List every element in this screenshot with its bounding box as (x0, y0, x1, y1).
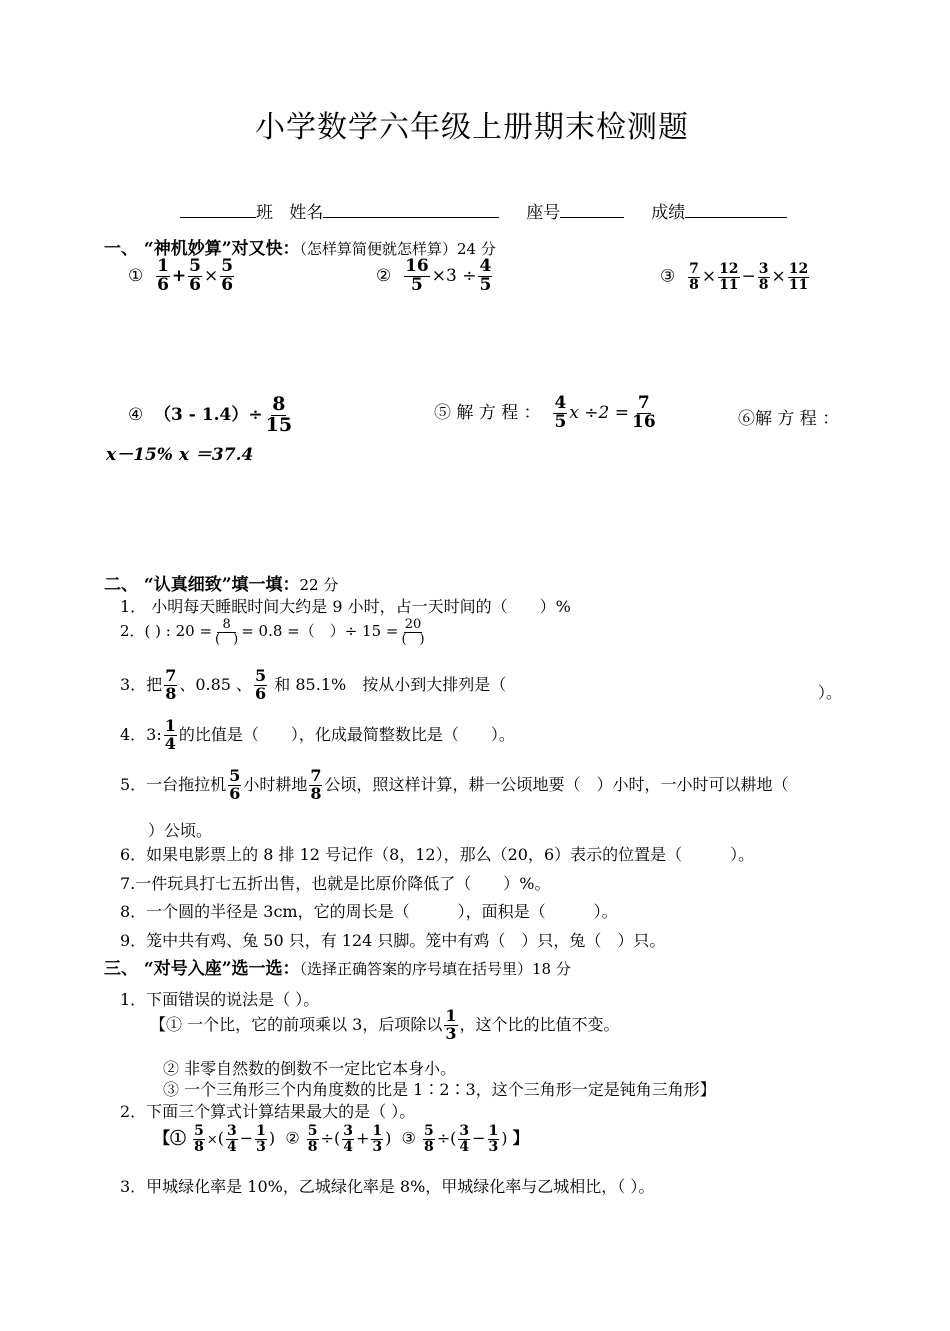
s2-q6: 6．如果电影票上的 8 排 12 号记作（8，12），那么（20，6）表示的位置是（ ）。 (120, 845, 755, 864)
s3-q3: 3．甲城绿化率是 10%，乙城绿化率是 8%，甲城绿化率与乙城相比，（ ）。 (120, 1177, 655, 1196)
section2-heading: 二、 “认真细致”填一填：22 分 (104, 575, 339, 595)
s2-q3: 3．把 $\frac{7}{8}$ 、0.85 、 $\frac{5}{6}$ 和 85.1% 按从小到大排列是（ (120, 666, 507, 703)
s3-q1-opt3: ③ 一个三角形三个内角度数的比是 1∶2∶3，这个三角形一定是钝角三角形】 (163, 1080, 716, 1099)
problem-1: ① $\frac{1}{6}$ + $\frac{5}{6}$ × $\frac{5}{6}$ (128, 256, 234, 295)
problem-2: ② $\frac{16}{5}$ ×3 ÷ $\frac{4}{5}$ (376, 256, 492, 295)
s2-q1: 1． 小明每天睡眠时间大约是 9 小时，占一天时间的（ ）% (120, 597, 571, 616)
name-label: 姓名 (289, 203, 324, 223)
class-label: 班 (256, 203, 273, 223)
section1-heading: 一、 “神机妙算”对又快：（怎样算简便就怎样算）24 分 (104, 239, 496, 259)
s3-q2: 2．下面三个算式计算结果最大的是（ ）。 (120, 1102, 416, 1121)
seat-label: 座号 (526, 203, 561, 223)
problem-5: ⑤ 解 方 程 ： $\frac{4}{5}$ x ÷2 = $\frac{7}{16}$ (434, 393, 656, 432)
s3-q1: 1．下面错误的说法是（ ）。 (120, 990, 320, 1009)
s2-q3-end: ）。 (818, 683, 843, 702)
page-title: 小学数学六年级上册期末检测题 (255, 110, 689, 145)
s2-q7: 7.一件玩具打七五折出售，也就是比原价降低了（ ）%。 (120, 874, 551, 893)
s3-q2-options: 【① $\frac{5}{8}$ ×( $\frac{3}{4}$ − $\frac{1}{3}$ ) ② $\frac{5}{8}$ ÷( $\frac{3}{4}$ + $\frac{1}{3}$ ) ③ $\frac{5}{8}$ ÷( $\frac{3}{4}$ − $\frac{1}{3}$ ) 】 (154, 1123, 529, 1155)
score-label: 成绩 (651, 203, 686, 223)
s3-q1-opt2: ② 非零自然数的倒数不一定比它本身小。 (163, 1059, 457, 1078)
s2-q2: 2．( ) : 20 = $\frac{8}{( )}$ = 0.8 =（ ）÷ 15 = $\frac{20}{( )}$ (120, 617, 425, 647)
student-info-line (180, 198, 787, 223)
problem-6-label: ⑥解 方 程 ： (738, 409, 840, 429)
problem-6-expr: x－15% x ＝37.4 (106, 445, 254, 465)
problem-4: ④ （3 - 1.4）÷ $\frac{8}{15}$ (128, 393, 293, 436)
s3-q1-opt1: 【① 一个比，它的前项乘以 3，后项除以 $\frac{1}{3}$ ，这个比的比值不变。 (150, 1006, 620, 1043)
section3-heading: 三、 “对号入座”选一选：（选择正确答案的序号填在括号里）18 分 (104, 959, 571, 979)
s2-q5: 5．一台拖拉机 $\frac{5}{6}$ 小时耕地 $\frac{7}{8}$ 公顷，照这样计算，耕一公顷地要（ ）小时，一小时可以耕地（ (120, 766, 789, 803)
s2-q5-cont: ）公顷。 (148, 821, 213, 840)
s2-q9: 9．笼中共有鸡、兔 50 只，有 124 只脚。笼中有鸡（ ）只，兔（ ）只。 (120, 931, 666, 950)
s2-q4: 4．3: $\frac{1}{4}$ 的比值是（ ），化成最简整数比是（ ）。 (120, 716, 515, 753)
problem-3: ③ $\frac{7}{8}$ × $\frac{12}{11}$ − $\frac{3}{8}$ × $\frac{12}{11}$ (660, 261, 809, 293)
s2-q8: 8．一个圆的半径是 3cm，它的周长是（ ），面积是（ ）。 (120, 902, 618, 921)
